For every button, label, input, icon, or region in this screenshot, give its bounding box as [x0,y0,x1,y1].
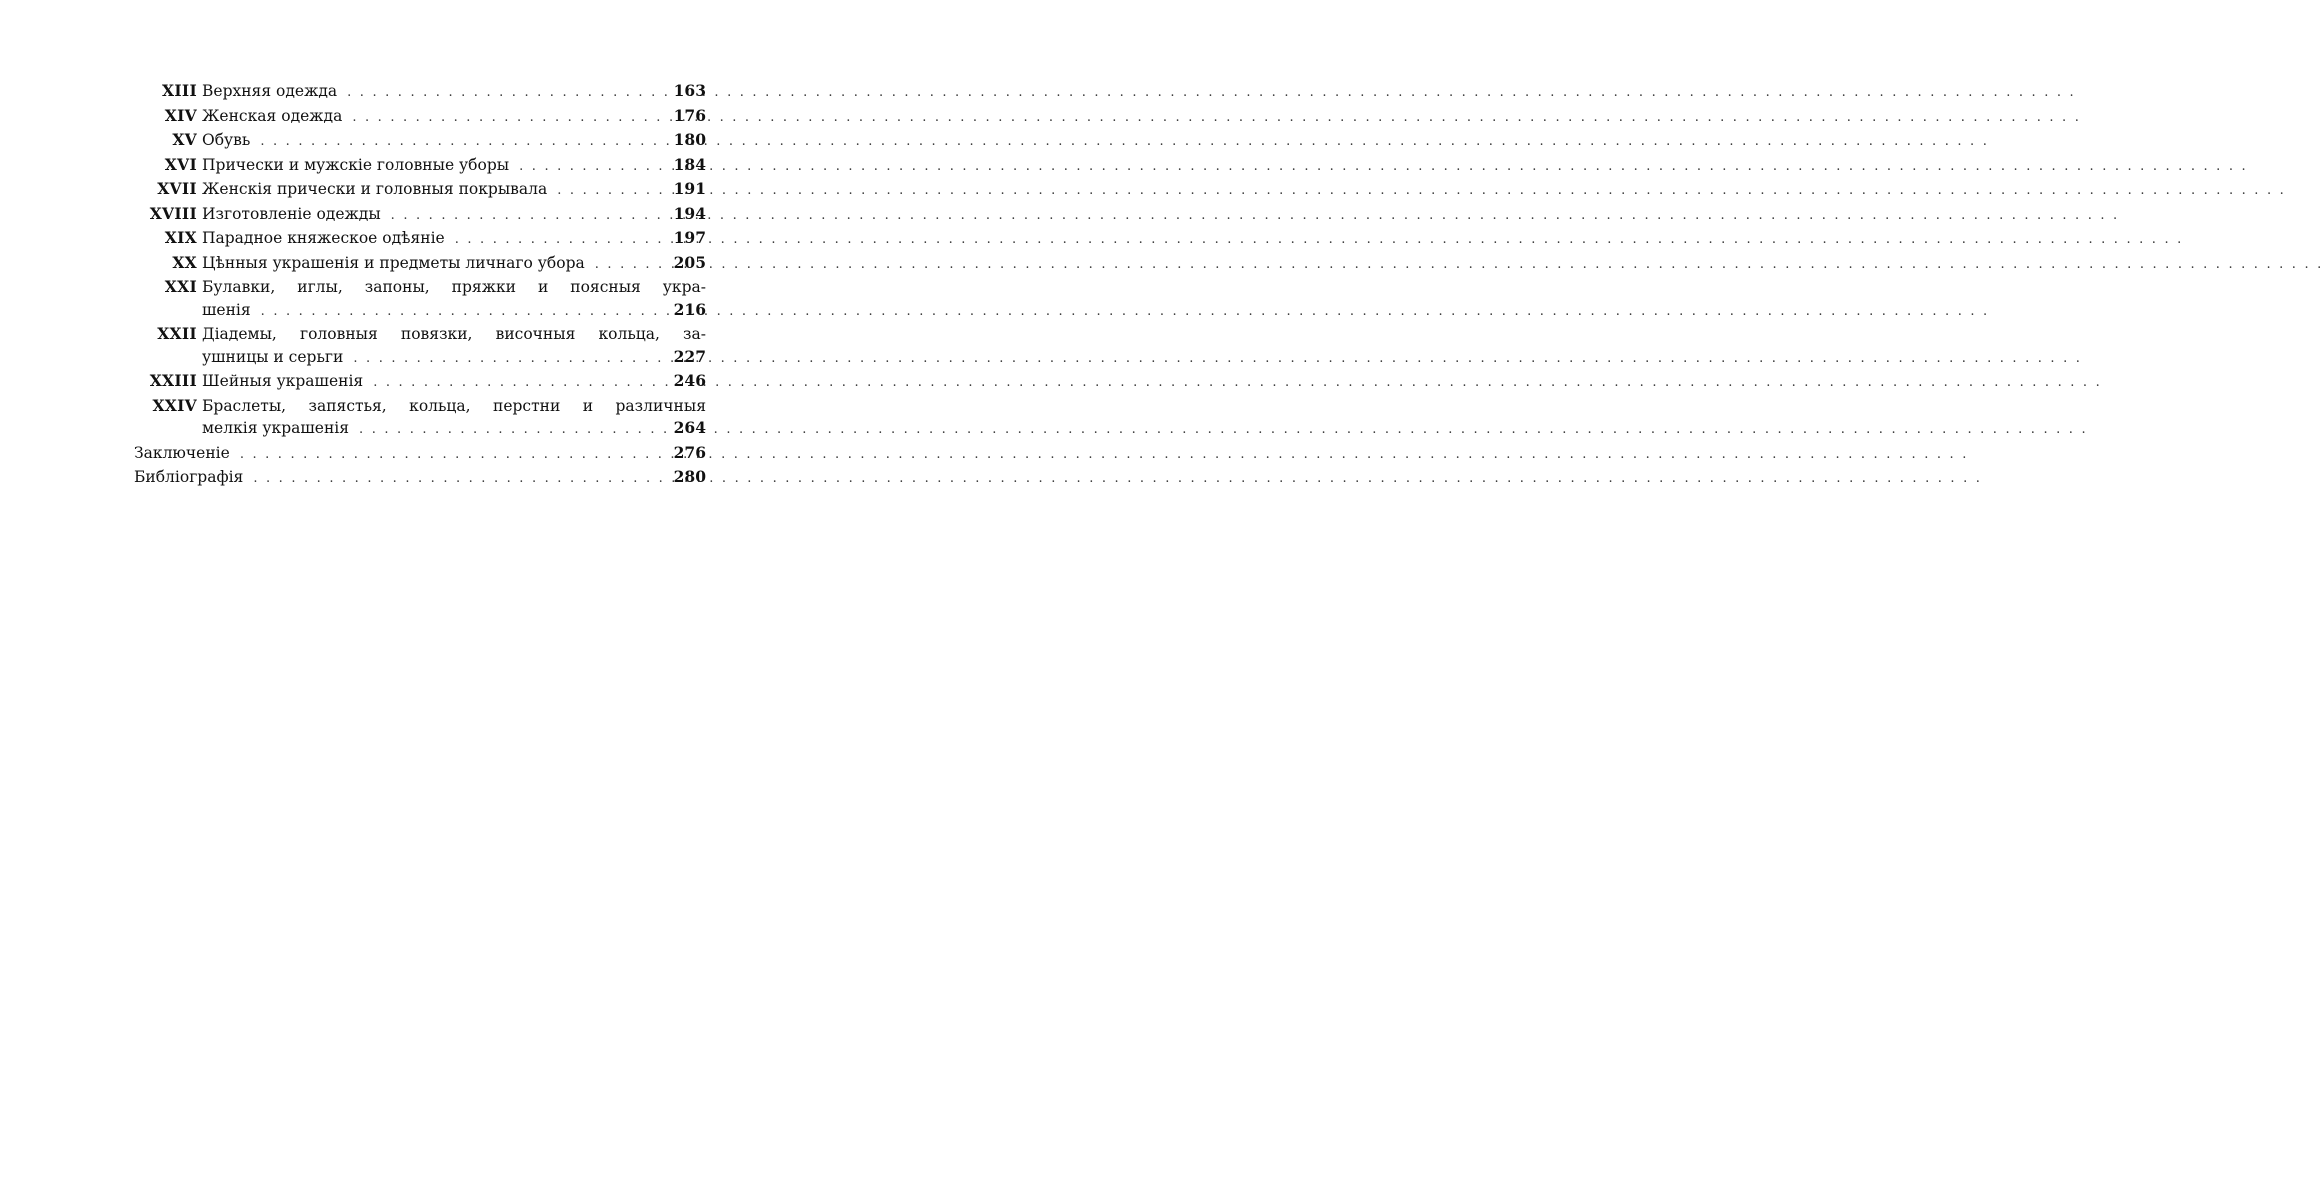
chapter-number: XX [172,252,197,272]
dot-leader [595,254,664,277]
chapter-number: XXIV [152,395,197,415]
page-number: 194 [673,203,706,223]
chapter-number: XIX [164,228,197,247]
table-of-contents [134,80,706,491]
page-number: 184 [673,154,706,174]
section-title-conclusion: Заключеніе [134,443,230,462]
page-number: 227 [673,346,706,366]
page-number: 216 [673,299,706,319]
toc-entry [134,105,706,130]
chapter-number: XXIII [149,371,197,390]
chapter-title: Женская одежда [202,106,343,125]
chapter-title-continuation: мелкія украшенія [202,419,350,437]
page-number: 280 [673,467,706,486]
dot-leader [347,82,664,105]
dot-leader [373,372,664,395]
dot-leader [253,468,664,491]
chapter-title: Изготовленіе одежды [202,204,381,223]
chapter-title: Женскія прически и головныя покрывала [202,180,548,198]
section-title-bibliography: Библіографія [134,468,244,486]
chapter-number: XXI [164,277,197,296]
page-number: 163 [673,81,706,100]
chapter-number: XVIII [149,203,197,223]
toc-entry [134,203,706,228]
page-number: 197 [673,228,706,247]
chapter-title: Браслеты, запястья, кольца, перстни и различныя [202,396,706,415]
chapter-title: Діадемы, головныя повязки, височныя кольца, за- [202,325,706,343]
dot-leader [391,205,664,228]
toc-entry [134,276,706,323]
chapter-title: Булавки, иглы, запоны, пряжки и поясныя укра- [202,278,706,296]
chapter-number: XV [172,130,197,149]
chapter-number: XVII [157,179,197,198]
chapter-number: XIV [164,105,197,125]
chapter-title: Обувь [202,131,251,149]
chapter-title-continuation: ушницы и серьги [202,347,344,366]
chapter-title: Прически и мужскіе головные уборы [202,155,510,174]
page-number: 191 [673,179,706,198]
dot-leader [260,131,664,154]
toc-entry [134,154,706,179]
page-number: 276 [673,442,706,462]
chapter-title: Цѣнныя украшенія и предметы личнаго убора [202,253,585,272]
toc-entry [134,370,706,395]
toc-entry [134,252,706,277]
chapter-number: XVI [164,154,197,174]
toc-entry [134,466,706,491]
page-number: 264 [673,418,706,437]
toc-entry [134,395,706,442]
dot-leader [352,107,664,130]
dot-leader [359,419,664,442]
page-number: 205 [673,252,706,272]
toc-entry [134,129,706,154]
page-number: 180 [673,130,706,149]
chapter-number: XXII [157,324,197,343]
page-number: 246 [673,371,706,390]
toc-entry [134,323,706,370]
dot-leader [261,301,664,324]
dot-leader [455,229,664,252]
toc-entry [134,80,706,105]
chapter-number: XIII [162,81,197,100]
dot-leader [240,444,664,467]
toc-entry [134,227,706,252]
chapter-title: Верхняя одежда [202,82,338,100]
dot-leader [353,348,664,371]
chapter-title: Парадное княжеское одѣяніе [202,229,445,247]
toc-entry [134,178,706,203]
page-number: 176 [673,105,706,125]
chapter-title: Шейныя украшенія [202,372,364,390]
dot-leader [557,180,664,203]
toc-entry [134,442,706,467]
dot-leader [519,156,664,179]
chapter-title-continuation: шенія [202,300,251,319]
